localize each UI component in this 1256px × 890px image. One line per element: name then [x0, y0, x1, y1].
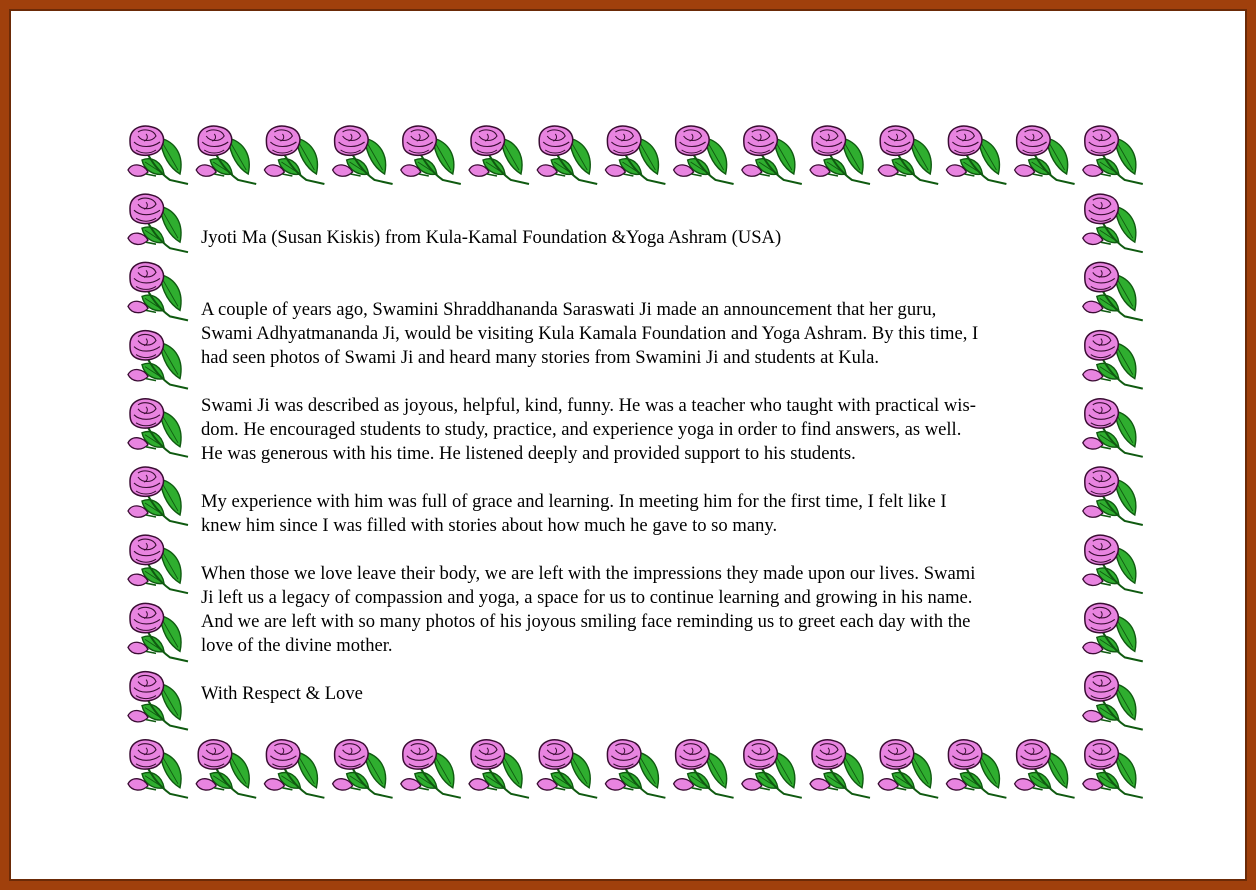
rose-icon: [469, 126, 529, 184]
letter-body: [201, 226, 1081, 706]
rose-icon: [128, 194, 188, 252]
letter-heading: Jyoti Ma (Susan Kiskis) from Kula-Kamal Foundation &Yoga Ashram (USA): [201, 227, 782, 248]
rose-icon: [946, 126, 1006, 184]
rose-icon: [946, 740, 1006, 798]
rose-icon: [1083, 603, 1143, 661]
rose-icon: [742, 126, 802, 184]
text-line: knew him since I was filled with stories about how much he gave to so many.: [201, 515, 778, 536]
rose-icon: [1083, 535, 1143, 593]
rose-icon: [1083, 194, 1143, 252]
rose-icon: [810, 740, 870, 798]
rose-icon: [537, 740, 597, 798]
rose-icon: [401, 740, 461, 798]
rose-icon: [1083, 126, 1143, 184]
rose-icon: [674, 740, 734, 798]
letter-paragraph-4: [201, 562, 1081, 658]
rose-icon: [196, 126, 256, 184]
rose-icon: [1083, 331, 1143, 389]
rose-icon: [128, 740, 188, 798]
text-line: dom. He encouraged students to study, practice, and experience yoga in order to find answers, as well.: [201, 419, 962, 440]
rose-icon: [128, 672, 188, 730]
rose-icon: [537, 126, 597, 184]
rose-icon: [128, 399, 188, 457]
rose-icon: [128, 467, 188, 525]
text-line: When those we love leave their body, we are left with the impressions they made upon our lives. Swami: [201, 563, 976, 584]
text-line: Swami Adhyatmananda Ji, would be visiting Kula Kamala Foundation and Yoga Ashram. By this time, I: [201, 323, 979, 344]
rose-icon: [1083, 467, 1143, 525]
text-line: love of the divine mother.: [201, 635, 393, 656]
text-line: He was generous with his time. He listened deeply and provided support to his students.: [201, 443, 856, 464]
text-line: Swami Ji was described as joyous, helpful, kind, funny. He was a teacher who taught with practical wis-: [201, 395, 976, 416]
letter-paragraph-1: [201, 298, 1081, 370]
text-line: And we are left with so many photos of his joyous smiling face reminding us to greet each day with the: [201, 611, 971, 632]
rose-icon: [264, 126, 324, 184]
rose-icon: [878, 126, 938, 184]
rose-icon: [674, 126, 734, 184]
rose-icon: [1083, 672, 1143, 730]
text-line: My experience with him was full of grace and learning. In meeting him for the first time, I felt like I: [201, 491, 947, 512]
rose-icon: [128, 603, 188, 661]
rose-icon: [264, 740, 324, 798]
rose-icon: [1015, 126, 1075, 184]
letter-paragraph-2: [201, 394, 1081, 466]
rose-icon: [333, 740, 393, 798]
rose-icon: [1083, 262, 1143, 320]
text-line: had seen photos of Swami Ji and heard many stories from Swamini Ji and students at Kula.: [201, 347, 880, 368]
rose-icon: [1015, 740, 1075, 798]
rose-icon: [742, 740, 802, 798]
rose-icon: [1083, 740, 1143, 798]
rose-icon: [469, 740, 529, 798]
letter-paragraph-3: [201, 490, 1081, 538]
rose-icon: [401, 126, 461, 184]
rose-icon: [196, 740, 256, 798]
rose-icon: [605, 740, 665, 798]
rose-icon: [605, 126, 665, 184]
letter-signoff: With Respect & Love: [201, 683, 363, 704]
rose-icon: [128, 262, 188, 320]
text-line: Ji left us a legacy of compassion and yoga, a space for us to continue learning and growing in his name.: [201, 587, 973, 608]
rose-icon: [333, 126, 393, 184]
rose-icon: [128, 126, 188, 184]
rose-icon: [128, 331, 188, 389]
rose-icon: [128, 535, 188, 593]
rose-icon: [878, 740, 938, 798]
rose-icon: [810, 126, 870, 184]
text-line: A couple of years ago, Swamini Shraddhananda Saraswati Ji made an announcement that her guru,: [201, 299, 937, 320]
rose-icon: [1083, 399, 1143, 457]
